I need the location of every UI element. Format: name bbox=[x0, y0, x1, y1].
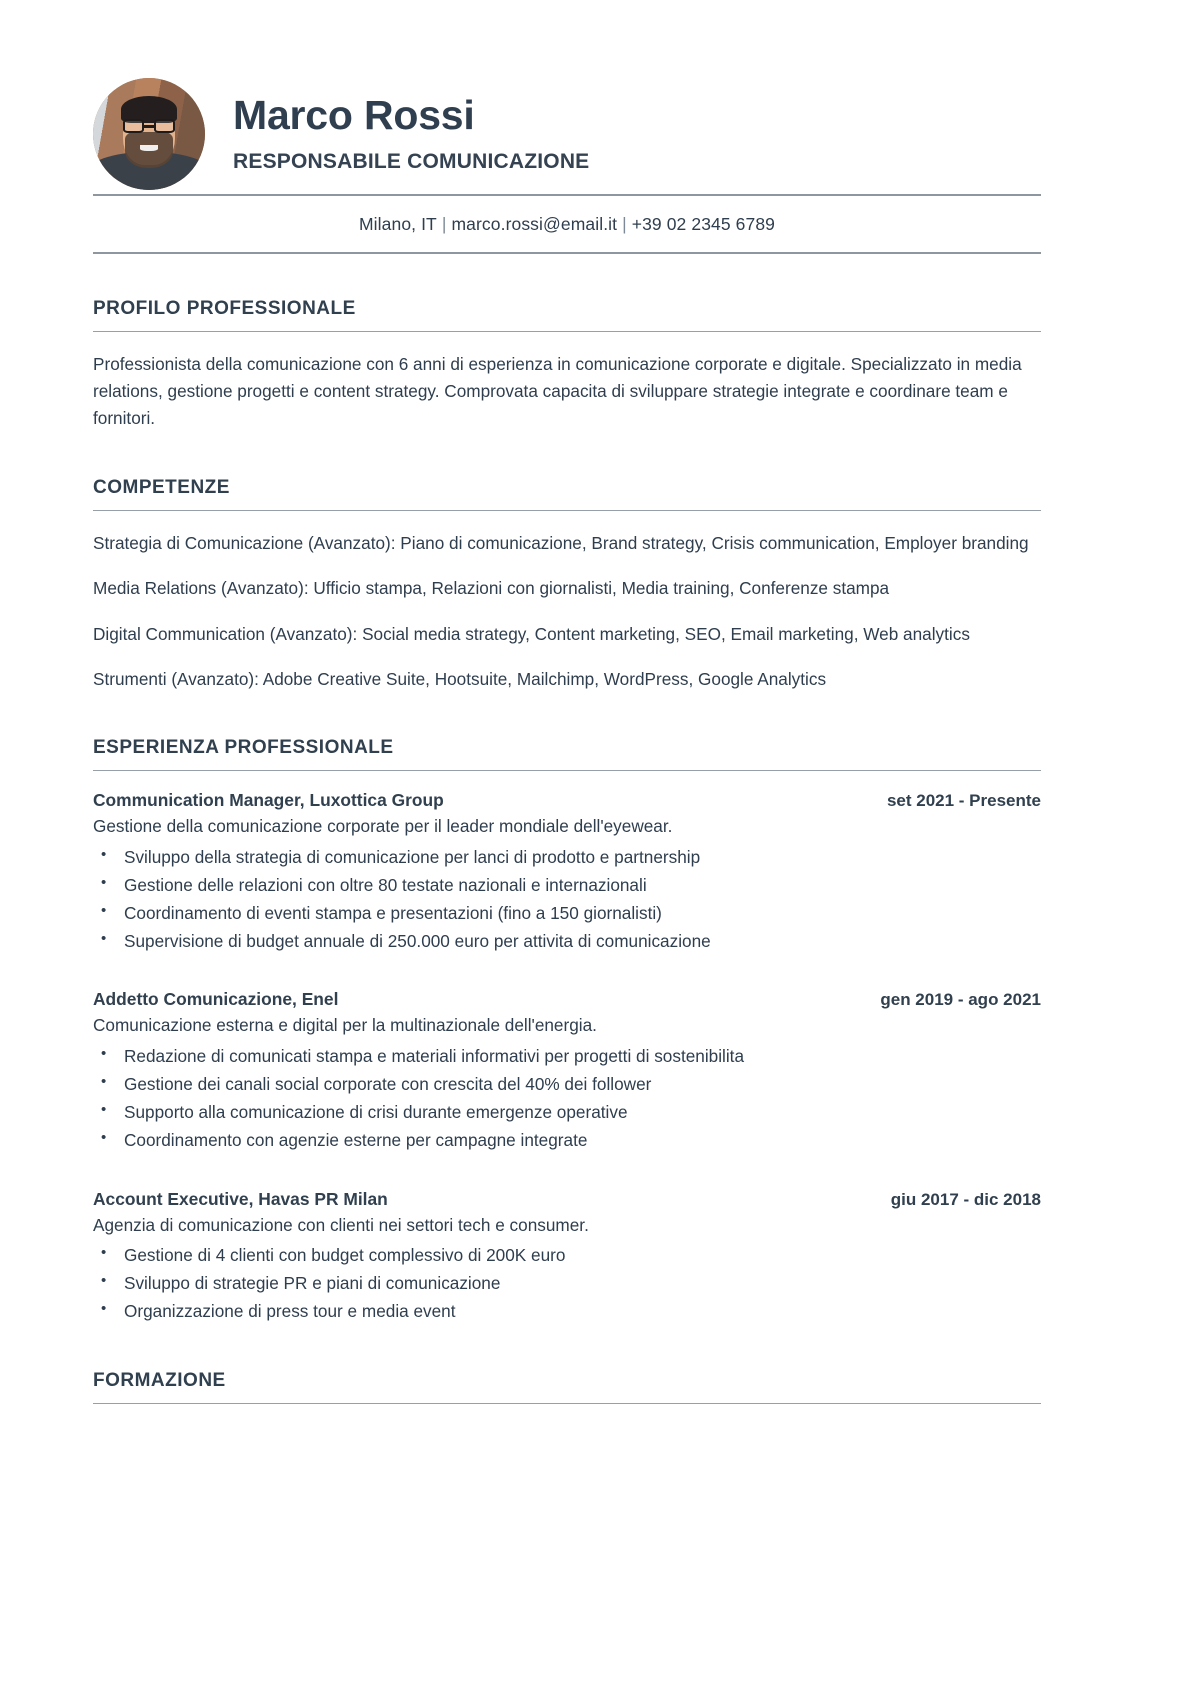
experience-bullet: • Coordinamento di eventi stampa e presentazioni (fino a 150 giornalisti) bbox=[93, 900, 1041, 928]
experience-bullet: • Coordinamento con agenzie esterne per campagne integrate bbox=[93, 1127, 1041, 1155]
section-experience bbox=[93, 737, 1041, 1326]
experience-bullets bbox=[93, 844, 1041, 955]
section-title-experience: ESPERIENZA PROFESSIONALE bbox=[93, 737, 394, 759]
experience-bullet: • Organizzazione di press tour e media event bbox=[93, 1298, 1041, 1326]
experience-item bbox=[93, 790, 1041, 955]
resume-sheet bbox=[14, 14, 1176, 1670]
section-profile bbox=[93, 298, 1041, 433]
section-body-profile bbox=[93, 332, 1041, 433]
skill-item: Digital Communication (Avanzato): Social media strategy, Content marketing, SEO, Email marketing, Web analytics bbox=[93, 623, 970, 644]
experience-role: Account Executive, Havas PR Milan bbox=[93, 1188, 388, 1209]
resume-content bbox=[93, 74, 1041, 1404]
profile-text: Professionista della comunicazione con 6 anni di esperienza in comunicazione corporate e digitale. Specializzato in media relations, gestione progetti e content strategy. Comprovata capacita di sviluppare strategie integrate e coordinare team e fornitori. bbox=[93, 354, 1022, 429]
skill-item: Strumenti (Avanzato): Adobe Creative Suite, Hootsuite, Mailchimp, WordPress, Google Analytics bbox=[93, 669, 827, 690]
experience-bullet: • Redazione di comunicati stampa e materiali informativi per progetti di sostenibilita bbox=[93, 1043, 1041, 1071]
section-title-education: FORMAZIONE bbox=[93, 1369, 226, 1391]
experience-bullet: • Gestione di 4 clienti con budget complessivo di 200K euro bbox=[93, 1242, 1041, 1270]
job-title-subtitle: RESPONSABILE COMUNICAZIONE bbox=[233, 149, 590, 173]
experience-item-header bbox=[93, 790, 1041, 811]
section-title-skills: COMPETENZE bbox=[93, 476, 230, 498]
page-title: Marco Rossi bbox=[233, 92, 475, 139]
experience-role: Addetto Comunicazione, Enel bbox=[93, 989, 339, 1010]
contact-email[interactable]: marco.rossi@email.it bbox=[451, 214, 618, 234]
experience-bullet: • Sviluppo di strategie PR e piani di comunicazione bbox=[93, 1270, 1041, 1298]
experience-bullets bbox=[93, 1242, 1041, 1326]
skill-item: Media Relations (Avanzato): Ufficio stampa, Relazioni con giornalisti, Media training, Conferenze stampa bbox=[93, 578, 890, 599]
contact-separator-1: | bbox=[441, 214, 447, 234]
experience-bullet: • Supervisione di budget annuale di 250.000 euro per attivita di comunicazione bbox=[93, 928, 1041, 956]
profile-photo-icon bbox=[93, 78, 205, 190]
contact-phone[interactable]: +39 02 2345 6789 bbox=[631, 214, 775, 234]
experience-bullet: • Supporto alla comunicazione di crisi durante emergenze operative bbox=[93, 1099, 1041, 1127]
glasses-icon bbox=[123, 119, 175, 132]
experience-item bbox=[93, 989, 1041, 1154]
section-skills bbox=[93, 477, 1041, 694]
experience-description: Agenzia di comunicazione con clienti nei settori tech e consumer. bbox=[93, 1214, 589, 1235]
experience-item-header bbox=[93, 1189, 1041, 1210]
experience-bullet: • Sviluppo della strategia di comunicazione per lanci di prodotto e partnership bbox=[93, 844, 1041, 872]
experience-description: Gestione della comunicazione corporate per il leader mondiale dell'eyewear. bbox=[93, 816, 673, 837]
skill-item: Strategia di Comunicazione (Avanzato): Piano di comunicazione, Brand strategy, Crisis communication, Employer branding bbox=[93, 532, 1029, 553]
name-block bbox=[233, 94, 1041, 173]
experience-item-header bbox=[93, 989, 1041, 1010]
section-body-skills bbox=[93, 511, 1041, 694]
contact-line bbox=[93, 196, 1041, 252]
experience-dates: gen 2019 - ago 2021 bbox=[880, 990, 1041, 1010]
experience-description: Comunicazione esterna e digital per la multinazionale dell'energia. bbox=[93, 1015, 597, 1036]
photo-mouth bbox=[140, 145, 158, 151]
contact-separator-2: | bbox=[622, 214, 627, 234]
experience-dates: giu 2017 - dic 2018 bbox=[890, 1189, 1041, 1209]
experience-bullets bbox=[93, 1043, 1041, 1154]
section-title-profile: PROFILO PROFESSIONALE bbox=[93, 298, 356, 319]
experience-role: Communication Manager, Luxottica Group bbox=[93, 790, 444, 811]
experience-bullet: • Gestione delle relazioni con oltre 80 testate nazionali e internazionali bbox=[93, 872, 1041, 900]
experience-dates: set 2021 - Presente bbox=[886, 791, 1041, 811]
resume-header bbox=[93, 74, 1041, 194]
section-body-experience bbox=[93, 771, 1041, 1326]
experience-item bbox=[93, 1189, 1041, 1326]
contact-location: Milano, IT bbox=[359, 214, 437, 234]
section-education bbox=[93, 1370, 1041, 1404]
section-rule-education bbox=[93, 1403, 1041, 1404]
header-divider-bottom bbox=[93, 252, 1041, 254]
experience-bullet: • Gestione dei canali social corporate con crescita del 40% dei follower bbox=[93, 1071, 1041, 1099]
